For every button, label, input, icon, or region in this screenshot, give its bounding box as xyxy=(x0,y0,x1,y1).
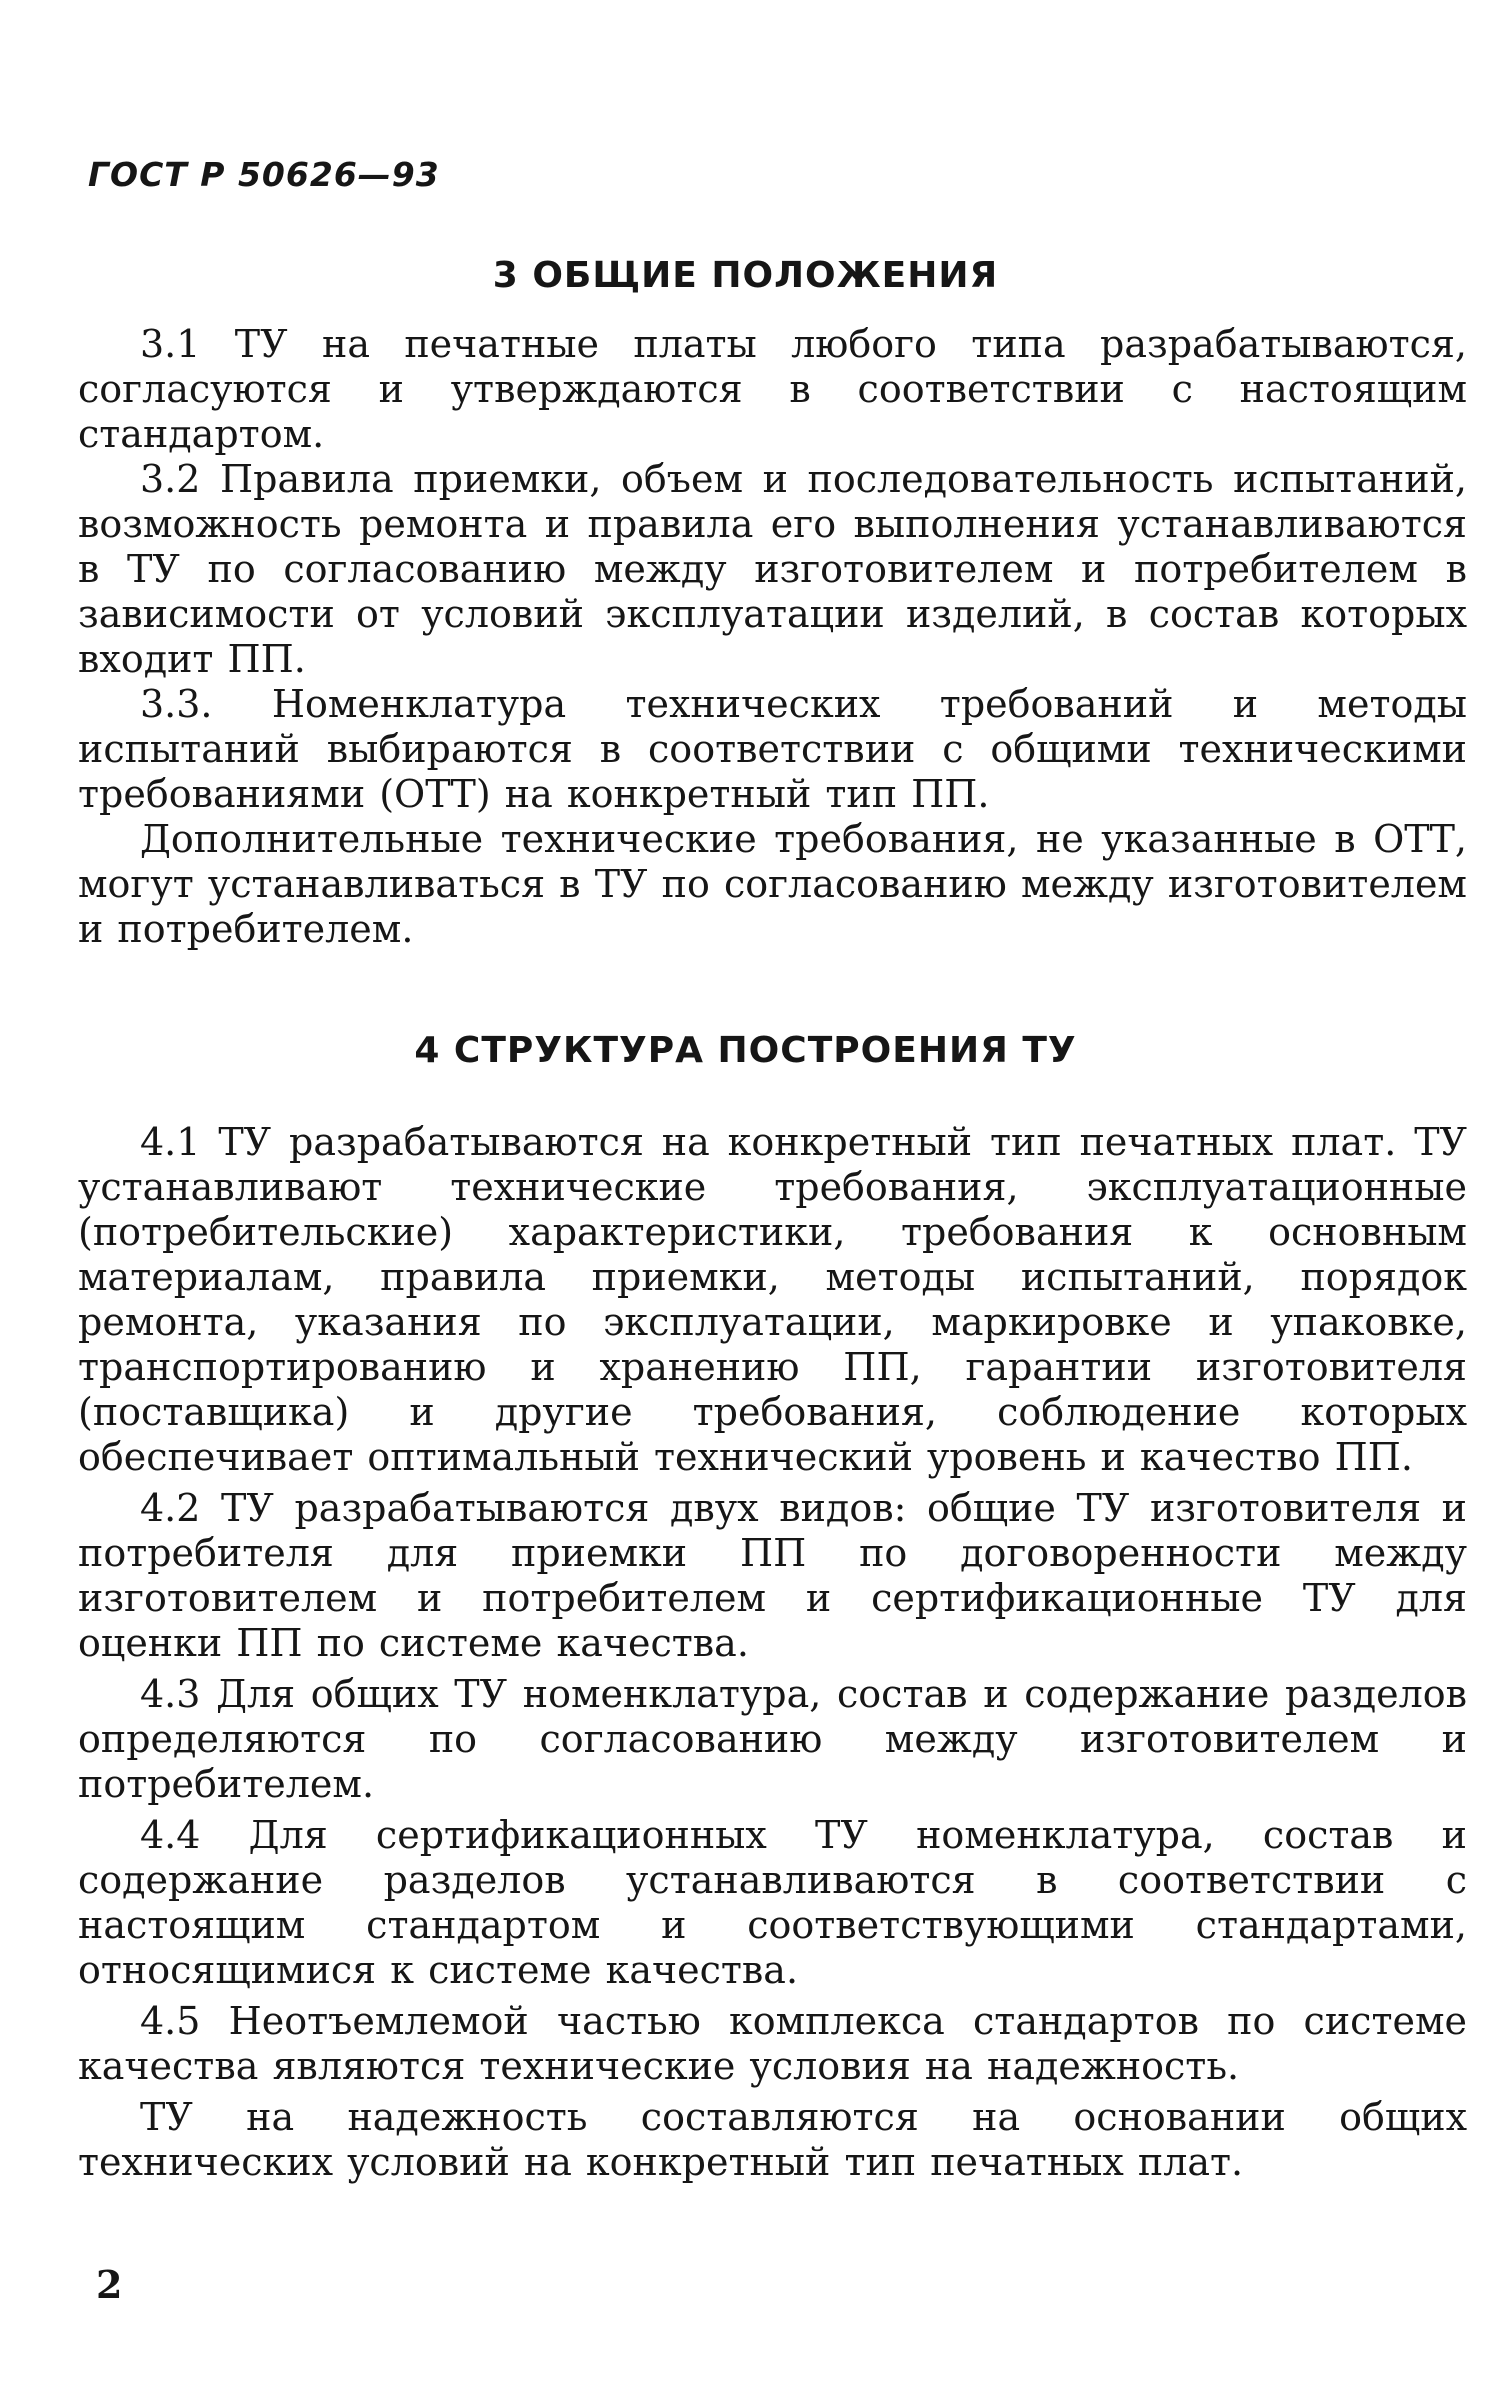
section-3-title: 3 ОБЩИЕ ПОЛОЖЕНИЯ xyxy=(492,255,999,296)
paragraph-4-5: 4.5 Неотъемлемой частью комплекса стандартов по системе качества являются технические условия на надежность. xyxy=(78,1999,1467,2088)
section-4-body xyxy=(78,1120,1467,2185)
section-3-body xyxy=(78,322,1467,952)
paragraph-4-reliability: ТУ на надежность составляются на основании общих технических условий на конкретный тип печатных плат. xyxy=(78,2095,1467,2184)
paragraph-3-3: 3.3. Номенклатура технических требований и методы испытаний выбираются в соответствии с общими техническими требованиями (ОТТ) на конкретный тип ПП. xyxy=(78,682,1467,816)
paragraph-4-2: 4.2 ТУ разрабатываются двух видов: общие ТУ изготовителя и потребителя для приемки ПП по договоренности между изготовителем и потребителем и сертификационные ТУ для оценки ПП по системе качества. xyxy=(78,1486,1467,1665)
paragraph-3-1: 3.1 ТУ на печатные платы любого типа разрабатываются, согласуются и утверждаются в соответствии с настоящим стандартом. xyxy=(78,322,1467,456)
paragraph-4-3: 4.3 Для общих ТУ номенклатура, состав и содержание разделов определяются по согласованию между изготовителем и потребителем. xyxy=(78,1672,1467,1806)
paragraph-4-1: 4.1 ТУ разрабатываются на конкретный тип печатных плат. ТУ устанавливают технические требования, эксплуатационные (потребительские) характеристики, требования к основным материалам, правила приемки, методы испытаний, порядок ремонта, указания по эксплуатации, маркировке и упаковке, транспортированию и хранению ПП, гарантии изготовителя (поставщика) и другие требования, соблюдение которых обеспечивает оптимальный технический уровень и качество ПП. xyxy=(78,1120,1467,1479)
paragraph-3-2: 3.2 Правила приемки, объем и последовательность испытаний, возможность ремонта и правила его выполнения устанавливаются в ТУ по согласованию между изготовителем и потребителем в зависимости от условий эксплуатации изделий, в состав которых входит ПП. xyxy=(78,457,1467,681)
standard-code: ГОСТ Р 50626—93 xyxy=(88,155,440,194)
paragraph-3-additional: Дополнительные технические требования, не указанные в ОТТ, могут устанавливаться в ТУ по согласованию между изготовителем и потребителем. xyxy=(78,817,1467,951)
page-number: 2 xyxy=(96,2262,123,2307)
paragraph-4-4: 4.4 Для сертификационных ТУ номенклатура, состав и содержание разделов устанавливаются в соответствии с настоящим стандартом и соответствующими стандартами, относящимися к системе качества. xyxy=(78,1813,1467,1992)
section-4-title: 4 СТРУКТУРА ПОСТРОЕНИЯ ТУ xyxy=(414,1030,1077,1071)
